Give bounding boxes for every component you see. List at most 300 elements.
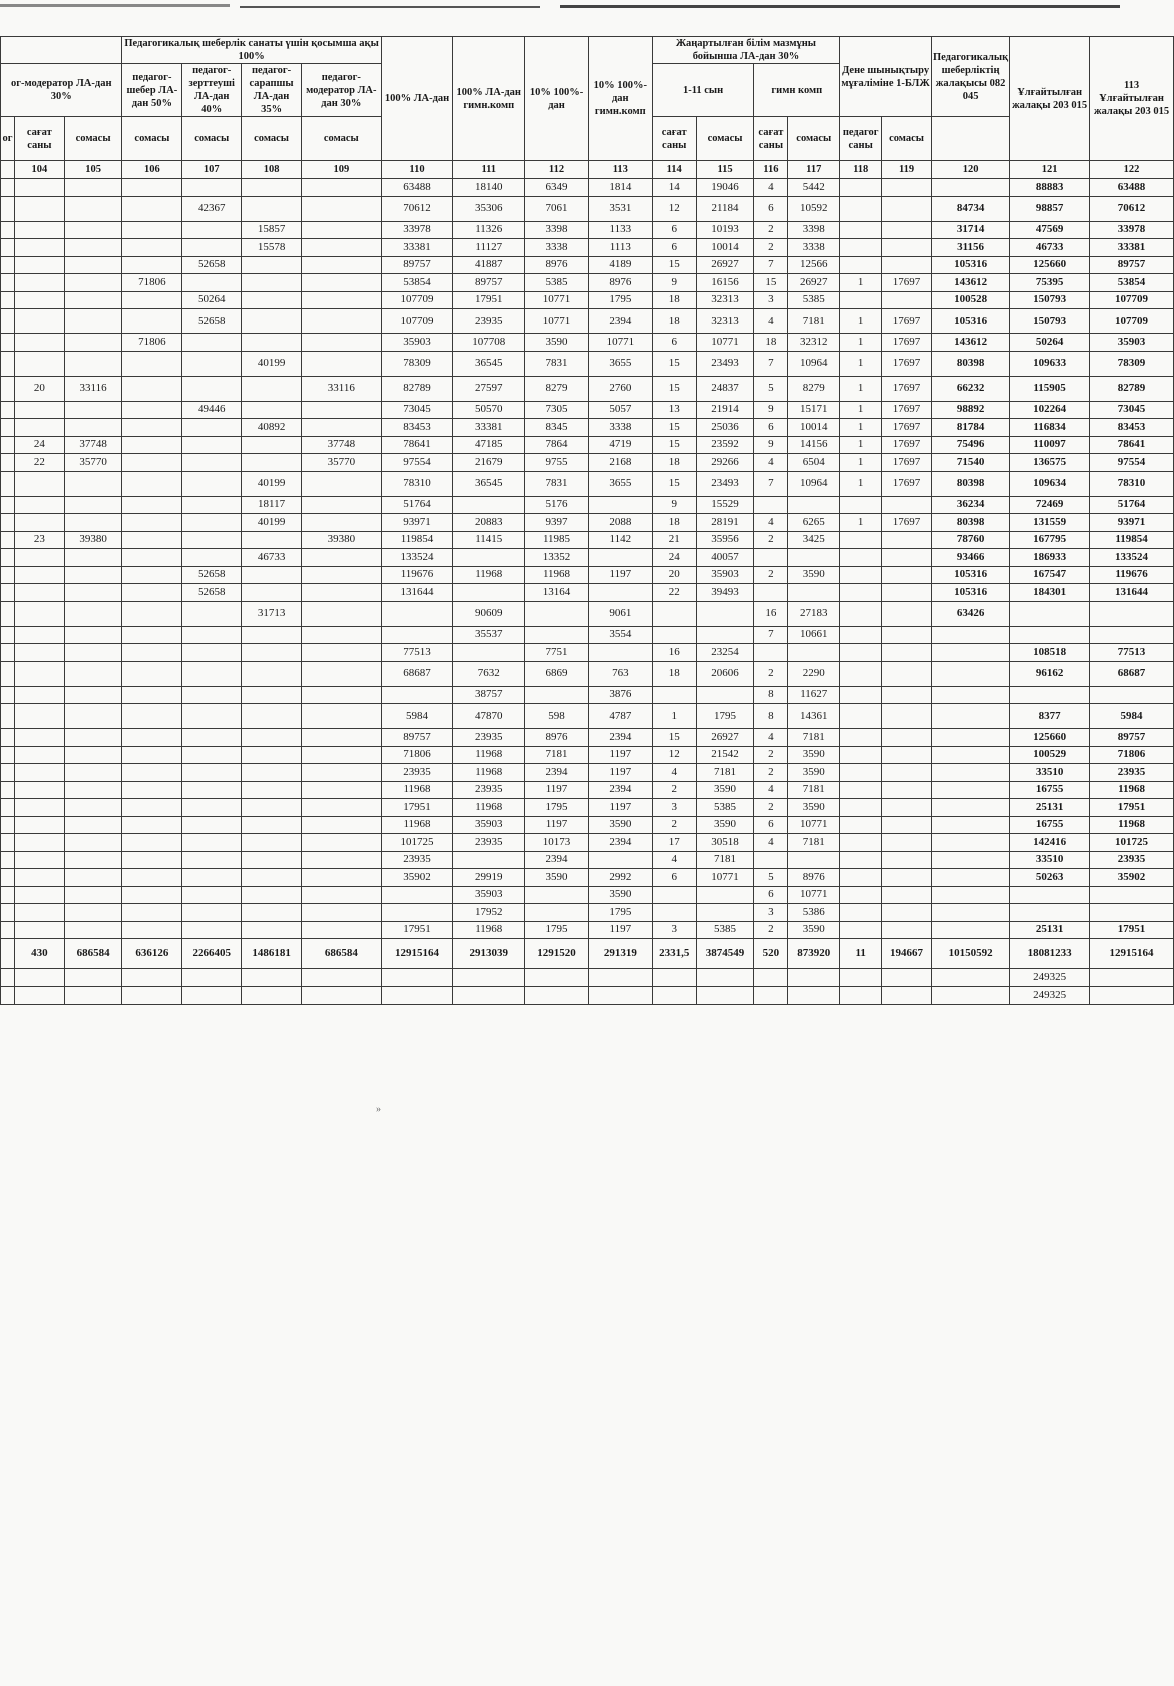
- table-cell: [1, 939, 15, 969]
- table-cell: 122: [1090, 161, 1174, 179]
- table-cell: 3554: [588, 626, 652, 644]
- table-cell: 71806: [122, 334, 182, 352]
- table-cell: 18: [652, 454, 696, 472]
- payroll-sheet: [0, 36, 1174, 1005]
- table-cell: [882, 239, 932, 257]
- table-cell: 10173: [525, 834, 589, 852]
- table-cell: 1: [840, 309, 882, 334]
- table-cell: 4: [754, 309, 788, 334]
- table-cell: [14, 921, 64, 939]
- table-cell: 5386: [788, 904, 840, 922]
- table-cell: 7181: [696, 851, 754, 869]
- table-cell: 6: [652, 221, 696, 239]
- table-cell: [14, 256, 64, 274]
- table-cell: 13352: [525, 549, 589, 567]
- table-cell: [14, 196, 64, 221]
- table-cell: 4: [652, 764, 696, 782]
- table-cell: 5385: [696, 921, 754, 939]
- table-cell: 36234: [931, 496, 1009, 514]
- table-cell: 3: [754, 904, 788, 922]
- table-cell: 9755: [525, 454, 589, 472]
- table-cell: 17697: [882, 309, 932, 334]
- table-cell: [525, 626, 589, 644]
- table-cell: 5176: [525, 496, 589, 514]
- table-cell: [931, 746, 1009, 764]
- table-cell: 10771: [696, 869, 754, 887]
- header-121: Ұлғайтылған жалақы 203 015: [1010, 37, 1090, 161]
- table-cell: [122, 644, 182, 662]
- table-cell: [931, 729, 1009, 747]
- table-cell: 10771: [525, 309, 589, 334]
- table-cell: [588, 496, 652, 514]
- table-cell: [64, 514, 122, 532]
- table-cell: 107709: [1090, 309, 1174, 334]
- table-cell: [1090, 601, 1174, 626]
- table-cell: [242, 834, 302, 852]
- table-cell: [1, 496, 15, 514]
- table-cell: [882, 851, 932, 869]
- table-cell: 3398: [788, 221, 840, 239]
- table-cell: 104: [14, 161, 64, 179]
- table-cell: 7305: [525, 401, 589, 419]
- table-cell: [840, 239, 882, 257]
- table-cell: [14, 746, 64, 764]
- table-cell: 17951: [381, 799, 453, 817]
- table-cell: 2913039: [453, 939, 525, 969]
- table-cell: [882, 566, 932, 584]
- table-cell: [122, 566, 182, 584]
- table-cell: 8279: [788, 376, 840, 401]
- table-cell: 46733: [242, 549, 302, 567]
- table-cell: [931, 686, 1009, 704]
- table-cell: 30518: [696, 834, 754, 852]
- table-cell: [652, 987, 696, 1005]
- table-cell: 2: [754, 566, 788, 584]
- table-cell: 109633: [1010, 351, 1090, 376]
- table-cell: 10771: [788, 886, 840, 904]
- table-cell: [1, 291, 15, 309]
- table-cell: [1, 626, 15, 644]
- table-cell: [882, 196, 932, 221]
- table-cell: [242, 686, 302, 704]
- table-cell: [242, 987, 302, 1005]
- table-cell: 35770: [64, 454, 122, 472]
- table-cell: [840, 549, 882, 567]
- table-cell: [931, 661, 1009, 686]
- table-cell: 18117: [242, 496, 302, 514]
- table-cell: 93971: [1090, 514, 1174, 532]
- table-cell: 93466: [931, 549, 1009, 567]
- table-cell: 21679: [453, 454, 525, 472]
- table-cell: [1, 601, 15, 626]
- table-cell: 8: [754, 704, 788, 729]
- table-cell: 4: [652, 851, 696, 869]
- table-cell: [696, 626, 754, 644]
- table-cell: [122, 816, 182, 834]
- table-cell: 12: [652, 196, 696, 221]
- table-cell: 26927: [696, 256, 754, 274]
- table-cell: 763: [588, 661, 652, 686]
- table-cell: 33381: [453, 419, 525, 437]
- table-cell: [840, 626, 882, 644]
- table-cell: 106: [122, 161, 182, 179]
- table-cell: 107709: [381, 291, 453, 309]
- table-cell: [525, 886, 589, 904]
- table-cell: 3590: [525, 334, 589, 352]
- table-cell: [122, 454, 182, 472]
- table-cell: [754, 496, 788, 514]
- table-cell: [64, 419, 122, 437]
- table-cell: [840, 566, 882, 584]
- table-cell: [122, 886, 182, 904]
- table-cell: [182, 799, 242, 817]
- table-cell: [931, 816, 1009, 834]
- table-cell: 6: [652, 239, 696, 257]
- table-cell: [182, 496, 242, 514]
- table-cell: 1: [652, 704, 696, 729]
- table-cell: [301, 626, 381, 644]
- table-cell: 2266405: [182, 939, 242, 969]
- table-cell: [1, 686, 15, 704]
- table-cell: [122, 309, 182, 334]
- table-cell: [122, 729, 182, 747]
- table-cell: 35903: [1090, 334, 1174, 352]
- table-cell: 18140: [453, 179, 525, 197]
- table-cell: 40892: [242, 419, 302, 437]
- table-cell: [788, 584, 840, 602]
- table-cell: 6: [754, 886, 788, 904]
- table-cell: [840, 196, 882, 221]
- table-cell: 17697: [882, 401, 932, 419]
- table-cell: 71540: [931, 454, 1009, 472]
- table-cell: [242, 781, 302, 799]
- table-cell: 75496: [931, 436, 1009, 454]
- table-cell: 52658: [182, 566, 242, 584]
- table-cell: 1795: [588, 904, 652, 922]
- table-cell: [882, 256, 932, 274]
- table-cell: 33510: [1010, 764, 1090, 782]
- table-cell: [242, 309, 302, 334]
- table-cell: [882, 531, 932, 549]
- table-cell: [1, 886, 15, 904]
- table-cell: 66232: [931, 376, 1009, 401]
- table-cell: [931, 781, 1009, 799]
- table-row: [1, 686, 1174, 704]
- table-cell: [1, 851, 15, 869]
- table-cell: 1: [840, 454, 882, 472]
- table-cell: 11968: [453, 921, 525, 939]
- table-cell: [453, 987, 525, 1005]
- table-cell: [14, 471, 64, 496]
- table-cell: [453, 549, 525, 567]
- table-cell: 89757: [1090, 729, 1174, 747]
- table-cell: [122, 626, 182, 644]
- table-cell: 40199: [242, 351, 302, 376]
- table-cell: [242, 644, 302, 662]
- table-cell: [182, 869, 242, 887]
- table-row: [1, 309, 1174, 334]
- table-cell: [882, 904, 932, 922]
- table-cell: [1, 781, 15, 799]
- table-cell: 2760: [588, 376, 652, 401]
- table-cell: 520: [754, 939, 788, 969]
- table-cell: [882, 661, 932, 686]
- table-cell: [301, 799, 381, 817]
- table-cell: 47569: [1010, 221, 1090, 239]
- table-cell: 16156: [696, 274, 754, 292]
- table-cell: 167795: [1010, 531, 1090, 549]
- table-cell: [242, 921, 302, 939]
- table-row: [1, 161, 1174, 179]
- table-cell: [840, 496, 882, 514]
- table-cell: 249325: [1010, 987, 1090, 1005]
- table-cell: [882, 686, 932, 704]
- table-cell: [882, 729, 932, 747]
- table-cell: 50264: [182, 291, 242, 309]
- table-cell: 8345: [525, 419, 589, 437]
- table-cell: 15: [652, 351, 696, 376]
- table-cell: 5984: [381, 704, 453, 729]
- table-cell: 18081233: [1010, 939, 1090, 969]
- table-cell: 40199: [242, 514, 302, 532]
- table-cell: [64, 764, 122, 782]
- table-cell: [182, 601, 242, 626]
- table-cell: [14, 851, 64, 869]
- table-cell: [242, 401, 302, 419]
- table-cell: [1010, 601, 1090, 626]
- table-cell: [1010, 626, 1090, 644]
- table-cell: [64, 834, 122, 852]
- header-113: 10% 100%-дан гимн.комп: [588, 37, 652, 161]
- table-cell: [1, 351, 15, 376]
- table-cell: 7061: [525, 196, 589, 221]
- table-cell: 113: [588, 161, 652, 179]
- header-pedagog-skill-group: Педагогикалық шеберлік санаты үшін қосымша ақы 100%: [122, 37, 381, 64]
- table-cell: 17697: [882, 454, 932, 472]
- header-hours: сағат саны: [652, 117, 696, 161]
- table-cell: [840, 661, 882, 686]
- table-cell: [242, 816, 302, 834]
- table-cell: 78309: [381, 351, 453, 376]
- table-cell: [64, 601, 122, 626]
- table-cell: 3: [754, 291, 788, 309]
- table-cell: 2: [754, 764, 788, 782]
- table-cell: 11968: [1090, 816, 1174, 834]
- table-cell: [882, 799, 932, 817]
- table-cell: 40199: [242, 471, 302, 496]
- table-cell: 23935: [453, 729, 525, 747]
- table-cell: [301, 584, 381, 602]
- table-cell: 21184: [696, 196, 754, 221]
- table-cell: 5385: [788, 291, 840, 309]
- table-cell: 3338: [788, 239, 840, 257]
- table-cell: 39380: [301, 531, 381, 549]
- table-cell: [14, 274, 64, 292]
- table-cell: [14, 179, 64, 197]
- table-cell: 2: [754, 921, 788, 939]
- table-cell: [931, 904, 1009, 922]
- table-cell: 102264: [1010, 401, 1090, 419]
- table-cell: [64, 549, 122, 567]
- table-cell: 33381: [381, 239, 453, 257]
- table-cell: [64, 351, 122, 376]
- table-cell: 119676: [1090, 566, 1174, 584]
- header-blank: [1, 37, 122, 64]
- table-cell: 15171: [788, 401, 840, 419]
- table-cell: 3590: [788, 746, 840, 764]
- table-cell: 80398: [931, 514, 1009, 532]
- table-cell: [1, 274, 15, 292]
- table-cell: [840, 584, 882, 602]
- table-cell: [840, 921, 882, 939]
- table-row: [1, 886, 1174, 904]
- table-row: [1, 514, 1174, 532]
- table-cell: [840, 531, 882, 549]
- table-cell: [122, 584, 182, 602]
- table-cell: [882, 626, 932, 644]
- table-cell: [122, 496, 182, 514]
- table-cell: [14, 309, 64, 334]
- table-cell: [301, 921, 381, 939]
- table-cell: [588, 851, 652, 869]
- table-cell: [64, 256, 122, 274]
- table-cell: [182, 334, 242, 352]
- header-pe-teacher: Дене шынықтыру мұғаліміне 1-БЛЖ: [840, 37, 932, 117]
- table-cell: 10964: [788, 471, 840, 496]
- table-cell: 15529: [696, 496, 754, 514]
- table-cell: 23935: [381, 851, 453, 869]
- table-cell: [788, 496, 840, 514]
- header-112: 10% 100%-дан: [525, 37, 589, 161]
- table-cell: 1133: [588, 221, 652, 239]
- table-cell: [64, 471, 122, 496]
- table-cell: [788, 987, 840, 1005]
- table-cell: [453, 644, 525, 662]
- table-row: [1, 291, 1174, 309]
- table-cell: 21542: [696, 746, 754, 764]
- table-cell: [1090, 987, 1174, 1005]
- table-cell: 3590: [525, 869, 589, 887]
- table-cell: 291319: [588, 939, 652, 969]
- table-cell: [652, 886, 696, 904]
- table-cell: [525, 686, 589, 704]
- table-cell: [122, 291, 182, 309]
- table-cell: 8976: [588, 274, 652, 292]
- table-cell: [696, 969, 754, 987]
- table-cell: [1, 816, 15, 834]
- table-cell: [182, 274, 242, 292]
- table-cell: 3590: [788, 566, 840, 584]
- table-cell: 105316: [931, 309, 1009, 334]
- table-cell: [381, 969, 453, 987]
- table-cell: 8: [754, 686, 788, 704]
- table-cell: 13164: [525, 584, 589, 602]
- table-cell: 136575: [1010, 454, 1090, 472]
- table-cell: 10150592: [931, 939, 1009, 969]
- table-cell: 9: [652, 274, 696, 292]
- table-row: [1, 419, 1174, 437]
- table-cell: [182, 661, 242, 686]
- header-amount: сомасы: [182, 117, 242, 161]
- table-cell: [301, 969, 381, 987]
- table-cell: [242, 531, 302, 549]
- table-cell: [1, 834, 15, 852]
- table-cell: [182, 644, 242, 662]
- table-cell: 2290: [788, 661, 840, 686]
- table-cell: [182, 436, 242, 454]
- table-cell: [840, 644, 882, 662]
- table-cell: [1, 471, 15, 496]
- table-row: [1, 661, 1174, 686]
- table-cell: [242, 566, 302, 584]
- table-cell: 14: [652, 179, 696, 197]
- table-cell: 107709: [1090, 291, 1174, 309]
- table-cell: 23935: [453, 781, 525, 799]
- table-cell: 15: [754, 274, 788, 292]
- table-cell: [14, 291, 64, 309]
- table-cell: [242, 584, 302, 602]
- table-cell: [14, 496, 64, 514]
- table-cell: [14, 764, 64, 782]
- table-cell: 63426: [931, 601, 1009, 626]
- table-cell: 115: [696, 161, 754, 179]
- table-cell: 46733: [1010, 239, 1090, 257]
- table-cell: [453, 969, 525, 987]
- header-sheber: педагог-шебер ЛА-дан 50%: [122, 64, 182, 117]
- table-cell: [64, 886, 122, 904]
- table-cell: 17951: [1090, 921, 1174, 939]
- table-row: [1, 644, 1174, 662]
- table-cell: [931, 799, 1009, 817]
- table-cell: [882, 781, 932, 799]
- table-cell: 5984: [1090, 704, 1174, 729]
- table-cell: 119854: [1090, 531, 1174, 549]
- table-cell: [301, 704, 381, 729]
- table-cell: 6504: [788, 454, 840, 472]
- table-cell: 10014: [788, 419, 840, 437]
- table-cell: [182, 816, 242, 834]
- table-cell: 98857: [1010, 196, 1090, 221]
- table-cell: [301, 904, 381, 922]
- table-cell: [931, 704, 1009, 729]
- table-cell: [182, 376, 242, 401]
- table-cell: [242, 376, 302, 401]
- table-row: [1, 601, 1174, 626]
- table-cell: 1: [840, 274, 882, 292]
- table-cell: 8279: [525, 376, 589, 401]
- table-cell: [1010, 886, 1090, 904]
- table-cell: 32312: [788, 334, 840, 352]
- table-cell: 7181: [696, 764, 754, 782]
- table-cell: 1197: [588, 746, 652, 764]
- table-cell: [182, 904, 242, 922]
- header-amount: сомасы: [242, 117, 302, 161]
- table-cell: 35770: [301, 454, 381, 472]
- table-cell: 80398: [931, 471, 1009, 496]
- table-cell: 17951: [1090, 799, 1174, 817]
- table-cell: 24: [652, 549, 696, 567]
- table-cell: 17951: [381, 921, 453, 939]
- table-row: [1, 401, 1174, 419]
- table-cell: [242, 436, 302, 454]
- table-cell: [242, 851, 302, 869]
- table-cell: [301, 746, 381, 764]
- table-cell: 17: [652, 834, 696, 852]
- header-blank: [931, 117, 1009, 161]
- table-cell: 39493: [696, 584, 754, 602]
- table-cell: [122, 401, 182, 419]
- table-cell: 1291520: [525, 939, 589, 969]
